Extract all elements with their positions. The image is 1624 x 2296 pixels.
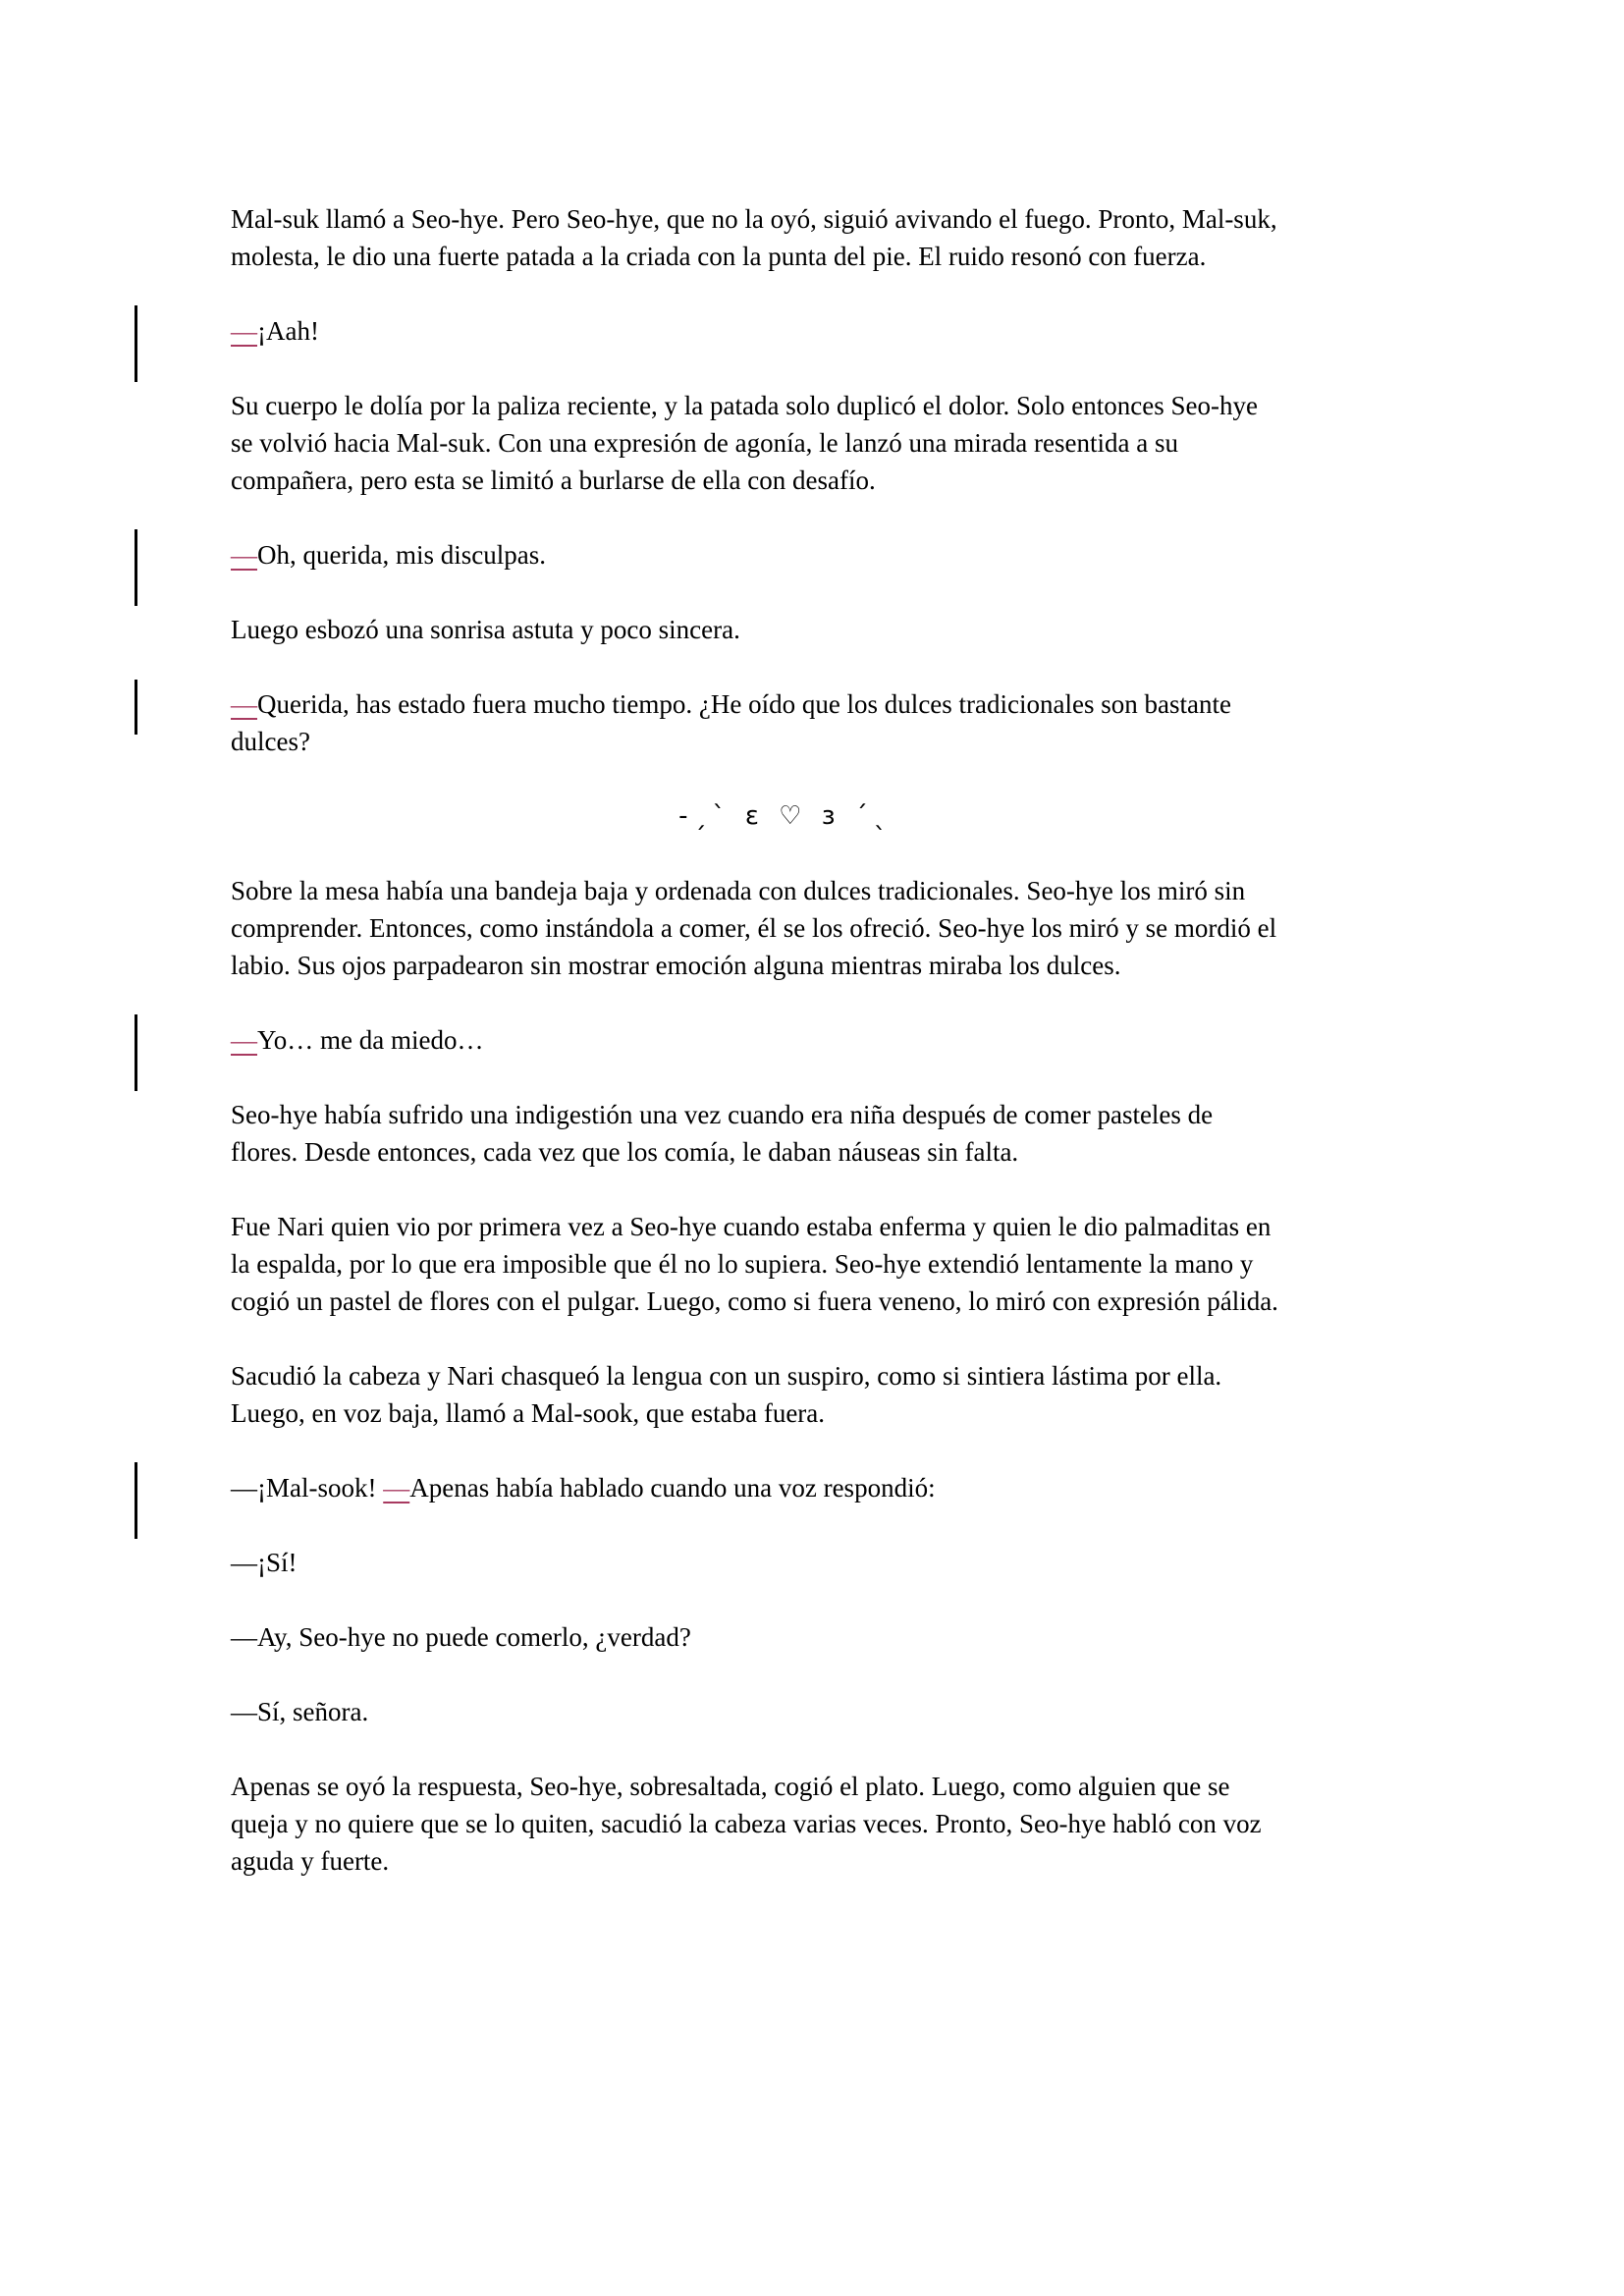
narration-paragraph-3 [231, 611, 1286, 648]
revision-change-bar [135, 1462, 137, 1539]
dialogue-text-after: Apenas había hablado cuando una voz respondió: [409, 1473, 936, 1503]
narration-paragraph-4 [231, 872, 1286, 984]
paragraph-text: Sacudió la cabeza y Nari chasqueó la lengua con un suspiro, como si sintiera lástima por ella. Luego, en voz baja, llamó a Mal-sook, que estaba fuera. [231, 1361, 1222, 1428]
dialogue-line-malsook [231, 1469, 1286, 1506]
narration-paragraph-7 [231, 1357, 1286, 1432]
tracked-insert-dash: — [383, 1473, 410, 1503]
revision-change-bar [135, 529, 137, 606]
dialogue-line-disculpas [231, 536, 1286, 574]
dialogue-text: Oh, querida, mis disculpas. [257, 540, 546, 570]
paragraph-text: Fue Nari quien vio por primera vez a Seo-hye cuando estaba enferma y quien le dio palmaditas en la espalda, por lo que era imposible que él no lo supiera. Seo-hye extendió lentamente la mano y cogió un pastel de flores con el pulgar. Luego, como si fuera veneno, lo miró con expresión pálida. [231, 1212, 1278, 1316]
dialogue-text: Querida, has estado fuera mucho tiempo. ¿He oído que los dulces tradicionales son bastante dulces? [231, 689, 1231, 756]
dialogue-text: —¡Sí! [231, 1548, 298, 1577]
kaomoji-heart-divider: -ˏˋ ε ♡ з ˊˎ [678, 801, 893, 831]
dialogue-text-before: —¡Mal-sook! [231, 1473, 384, 1503]
dialogue-line-aah [231, 312, 1286, 350]
dialogue-text: —Sí, señora. [231, 1697, 369, 1726]
dialogue-line-si [231, 1544, 1286, 1581]
dialogue-text: —Ay, Seo-hye no puede comerlo, ¿verdad? [231, 1622, 691, 1652]
dialogue-line-querida [231, 685, 1286, 760]
dialogue-text: Yo… me da miedo… [257, 1025, 484, 1055]
narration-paragraph-1 [231, 200, 1286, 275]
dialogue-line-miedo [231, 1021, 1286, 1059]
paragraph-text: Sobre la mesa había una bandeja baja y ordenada con dulces tradicionales. Seo-hye los miró sin comprender. Entonces, como instándola a comer, él se los ofreció. Seo-hye los miró y se mordió el labio. Sus ojos parpadearon sin mostrar emoción alguna mientras miraba los dulces. [231, 876, 1277, 980]
dialogue-line-senora [231, 1693, 1286, 1730]
paragraph-text: Mal-suk llamó a Seo-hye. Pero Seo-hye, que no la oyó, siguió avivando el fuego. Pronto, Mal-suk, molesta, le dio una fuerte patada a la criada con la punta del pie. El ruido resonó con fuerza. [231, 204, 1277, 271]
tracked-insert-dash: — [231, 540, 257, 570]
revision-change-bar [135, 1014, 137, 1091]
paragraph-text: Luego esbozó una sonrisa astuta y poco sincera. [231, 615, 740, 644]
paragraph-text: Apenas se oyó la respuesta, Seo-hye, sobresaltada, cogió el plato. Luego, como alguien que se queja y no quiere que se lo quiten, sacudió la cabeza varias veces. Pronto, Seo-hye habló con voz aguda y fuerte. [231, 1772, 1262, 1876]
paragraph-text: Su cuerpo le dolía por la paliza reciente, y la patada solo duplicó el dolor. Solo entonces Seo-hye se volvió hacia Mal-suk. Con una expresión de agonía, le lanzó una mirada resentida a su compañera, pero esta se limitó a burlarse de ella con desafío. [231, 391, 1258, 495]
narration-paragraph-2 [231, 387, 1286, 499]
revision-change-bar [135, 305, 137, 382]
tracked-insert-dash: — [231, 689, 257, 719]
dialogue-line-ay [231, 1618, 1286, 1656]
tracked-insert-dash: — [231, 316, 257, 346]
narration-paragraph-5 [231, 1096, 1286, 1171]
narration-paragraph-6 [231, 1208, 1286, 1320]
scene-break-divider [231, 797, 1286, 835]
dialogue-text: ¡Aah! [257, 316, 319, 346]
tracked-insert-dash: — [231, 1025, 257, 1055]
revision-change-bar [135, 680, 137, 735]
narration-paragraph-8 [231, 1768, 1286, 1880]
paragraph-text: Seo-hye había sufrido una indigestión una vez cuando era niña después de comer pasteles de flores. Desde entonces, cada vez que los comía, le daban náuseas sin falta. [231, 1100, 1214, 1167]
